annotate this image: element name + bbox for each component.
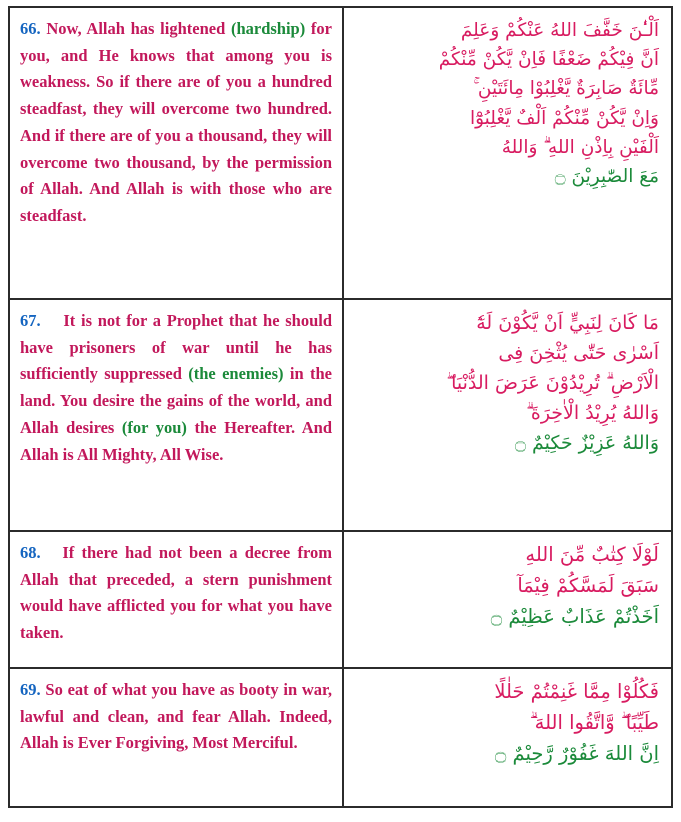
arabic-line: مِّائَةٌ صَابِرَةٌ يَّغْلِبُوْا مِائَتَيْنِ ۚ bbox=[473, 78, 659, 100]
translation-segment: in the land. You desire the gains of the world, and Allah desires bbox=[20, 364, 332, 437]
arabic-cell bbox=[344, 300, 673, 530]
verse-number: 66. bbox=[20, 19, 41, 38]
arabic-line: لَوْلَا كِتٰبٌ مِّنَ اللهِ bbox=[525, 543, 659, 566]
translation-segment: If there had not been a decree from Allah that preceded, a stern punishment would have afflicted you for what you have taken. bbox=[20, 543, 333, 643]
arabic-line: مَعَ الصّٰبِرِيْنَ ۝ bbox=[554, 166, 659, 188]
translation-segment-parenthetical: (hardship) bbox=[230, 19, 306, 38]
translation-text bbox=[20, 308, 332, 468]
translation-text bbox=[20, 540, 332, 647]
translation-segment: the Hereafter. And Allah is All Mighty, All Wise. bbox=[20, 417, 332, 464]
arabic-line: اَلْـٰٔنَ خَفَّفَ اللهُ عَنْكُمْ وَعَلِمَ bbox=[460, 20, 659, 41]
translation-segment: It is not for a Prophet that he should have prisoners of war until he has sufficiently suppressed bbox=[20, 311, 332, 384]
translation-cell bbox=[8, 300, 344, 530]
arabic-cell bbox=[344, 669, 673, 806]
translation-cell bbox=[8, 669, 344, 806]
arabic-line: اَنَّ فِيْكُمْ ضَعْفًا فَاِنْ يَّكُنْ مِّنْكُمْ bbox=[438, 49, 659, 71]
translation-segment-parenthetical: (for you) bbox=[121, 417, 187, 437]
arabic-cell bbox=[344, 532, 673, 667]
translation-cell bbox=[8, 8, 344, 298]
translation-text bbox=[20, 677, 332, 757]
arabic-line: اَسْرٰى حَتّٰى يُثْخِنَ فِى bbox=[498, 342, 659, 365]
arabic-line: الْاَرْضِ ۗ تُرِيْدُوْنَ عَرَضَ الدُّنْيَا ۖ bbox=[446, 372, 659, 395]
arabic-line: وَاللهُ يُرِيْدُ الْاٰخِرَةَ ۗ bbox=[526, 402, 659, 425]
verse-number: 67. bbox=[20, 311, 41, 330]
arabic-line: اِنَّ اللهَ غَفُوْرٌ رَّحِيْمٌ ۝ bbox=[494, 741, 659, 765]
verse-number: 68. bbox=[20, 543, 41, 562]
arabic-line: سَبَقَ لَمَسَّكُمْ فِيْمَآ bbox=[517, 573, 659, 597]
arabic-cell bbox=[344, 8, 673, 298]
verse-row bbox=[8, 6, 673, 300]
translation-segment-parenthetical: (the enemies) bbox=[188, 364, 284, 384]
translation-segment: for you, and He knows that among you is weakness. So if there are of you a hundred steadfast, they will overcome two hundred. And if there are of you a thousand, they will overcome two thousand, by the permission of Allah. And Allah is with those who are steadfast. bbox=[20, 19, 332, 226]
translation-text bbox=[20, 16, 332, 230]
arabic-line: وَاللهُ عَزِيْزٌ حَكِيْمٌ ۝ bbox=[514, 432, 659, 455]
verse-row bbox=[8, 532, 673, 669]
arabic-line: وَاِنْ يَّكُنْ مِّنْكُمْ اَلْفٌ يَّغْلِبُوْٓا bbox=[469, 107, 659, 129]
verse-row bbox=[8, 669, 673, 808]
arabic-line: فَكُلُوْا مِمَّا غَنِمْتُمْ حَلٰلًا bbox=[494, 680, 659, 703]
translation-segment: So eat of what you have as booty in war, lawful and clean, and fear Allah. Indeed, Allah is Ever Forgiving, Most Merciful. bbox=[20, 680, 332, 753]
arabic-line: اَلْفَيْنِ بِاِذْنِ اللهِ ۗ وَاللهُ bbox=[501, 136, 659, 158]
translation-segment: Now, Allah has lightened bbox=[46, 19, 231, 38]
arabic-line: مَا كَانَ لِنَبِيٍّ اَنْ يَّكُوْنَ لَهٗٓ bbox=[476, 312, 659, 334]
arabic-line: اَخَذْتُمْ عَذَابٌ عَظِيْمٌ ۝ bbox=[490, 604, 659, 628]
verse-row bbox=[8, 300, 673, 532]
verse-number: 69. bbox=[20, 680, 41, 699]
arabic-line: طَيِّبًا ۖ وَّاتَّقُوا اللهَ ۗ bbox=[529, 710, 659, 734]
translation-cell bbox=[8, 532, 344, 667]
